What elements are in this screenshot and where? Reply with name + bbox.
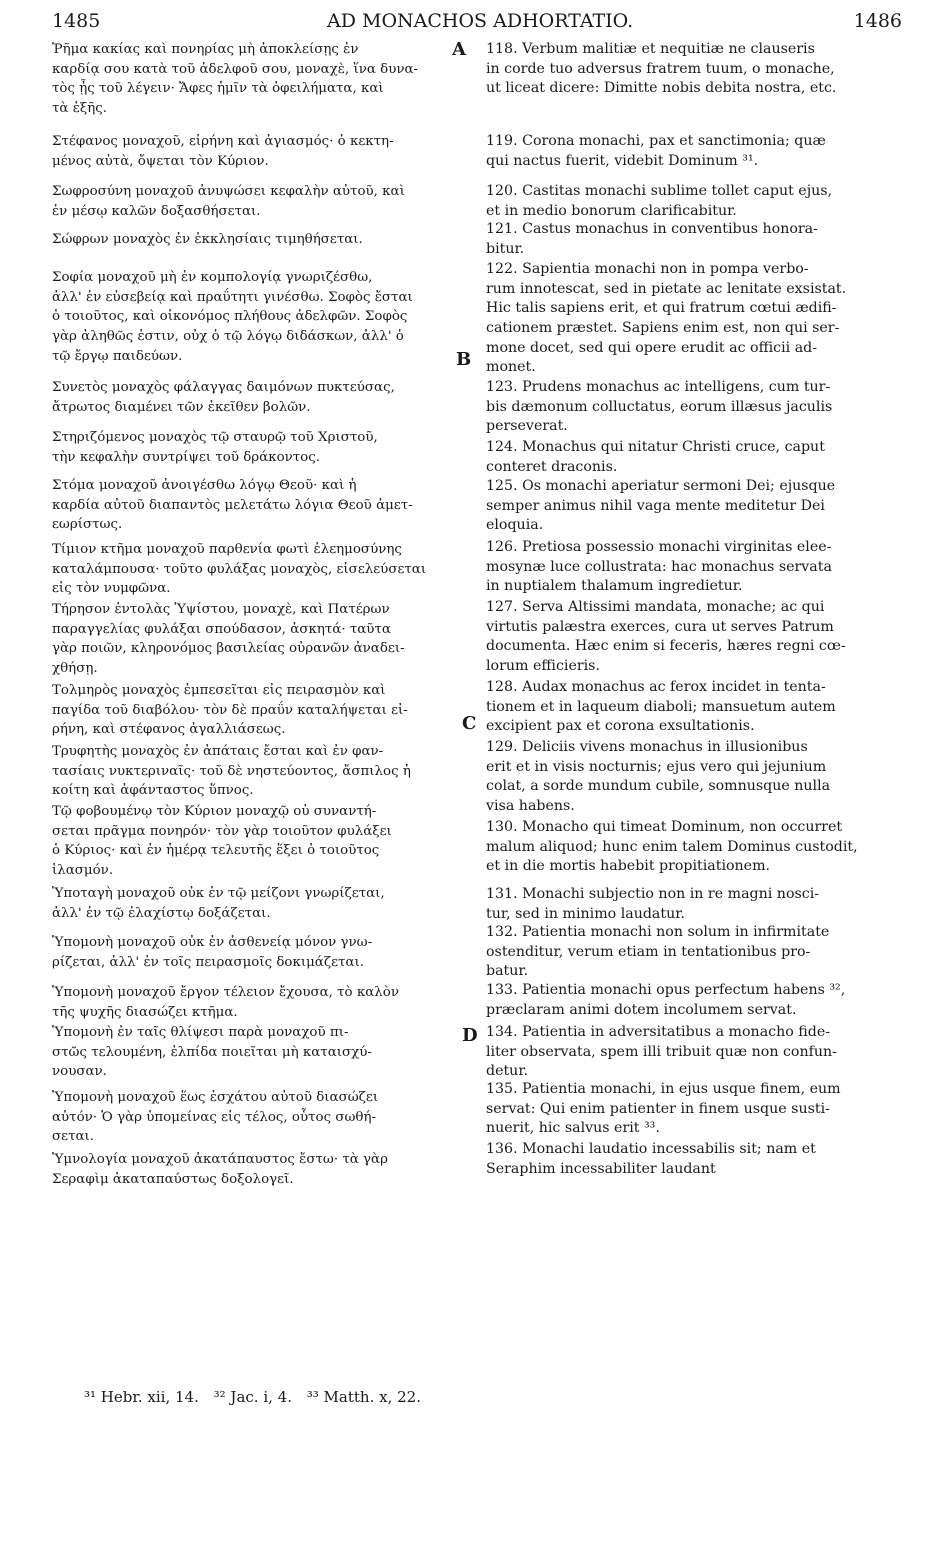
page-number-left: 1485	[52, 10, 101, 32]
paragraph	[52, 933, 470, 972]
text-line: monet.	[486, 359, 536, 376]
text-line: χθήσῃ.	[52, 661, 98, 677]
text-line: μένος αὐτὰ, ὄψεται τὸν Κύριον.	[52, 153, 269, 169]
paragraph	[486, 818, 904, 877]
text-line: Σώφρων μοναχὸς ἐν ἐκκλησίαις τιμηθήσεται.	[52, 232, 363, 247]
text-line: 134. Patientia in adversitatibus a monacho fide-	[486, 1024, 831, 1040]
text-line: 133. Patientia monachi opus perfectum habens ³²,	[486, 982, 846, 998]
text-line: mosynæ luce collustrata: hac monachus servata	[486, 558, 832, 575]
text-line: 122. Sapientia monachi non in pompa verbo-	[486, 261, 809, 277]
footnote-33: ³³ Matth. x, 22.	[306, 1388, 421, 1406]
text-line: ἀλλ' ἐν εὐσεβείᾳ καὶ πραΰτητι γινέσθω. Σοφὸς ἔσται	[52, 289, 413, 305]
text-line: καταλάμπουσα· τοῦτο φυλάξας μοναχὸς, εἰσελεύσεται	[52, 561, 427, 577]
paragraph	[52, 983, 470, 1022]
text-line: 136. Monachi laudatio incessabilis sit; nam et	[486, 1141, 816, 1157]
text-line: ρίζεται, ἀλλ' ἐν τοῖς πειρασμοῖς δοκιμάζεται.	[52, 954, 364, 970]
paragraph	[52, 742, 470, 801]
paragraph	[486, 40, 904, 99]
text-line: ἀλλ' ἐν τῷ ἐλαχίστῳ δοξάζεται.	[52, 905, 271, 921]
text-line: αὐτόν· Ὁ γὰρ ὑπομείνας εἰς τέλος, οὗτος σωθή-	[52, 1109, 377, 1125]
paragraph	[52, 884, 470, 923]
text-line: 132. Patientia monachi non solum in infirmitate	[486, 924, 830, 940]
text-line: εἰς τὸν νυμφῶνα.	[52, 581, 171, 597]
paragraph	[486, 538, 904, 597]
text-line: Στέφανος μοναχοῦ, εἰρήνη καὶ ἁγιασμός· ὁ κεκτη-	[52, 134, 394, 149]
page-number-right: 1486	[853, 10, 902, 32]
text-line: lorum efficieris.	[486, 658, 600, 675]
paragraph	[52, 540, 470, 599]
paragraph	[486, 981, 904, 1020]
text-line: Τήρησον ἐντολὰς Ὑψίστου, μοναχὲ, καὶ Πατέρων	[52, 602, 390, 617]
text-line: in nuptialem thalamum ingredietur.	[486, 578, 743, 595]
text-line: 131. Monachi subjectio non in re magni nosci-	[486, 886, 820, 902]
text-line: 124. Monachus qui nitatur Christi cruce, caput	[486, 439, 825, 455]
text-line: 123. Prudens monachus ac intelligens, cum tur-	[486, 379, 831, 395]
text-line: ἄτρωτος διαμένει τῶν ἐκεῖθεν βολῶν.	[52, 399, 311, 415]
text-line: et in die mortis habebit propitiationem.	[486, 858, 771, 875]
margin-letter-b: B	[456, 349, 472, 370]
text-line: τὸς ᾖς τοῦ λέγειν· Ἄφες ἡμῖν τὰ ὀφειλήματα, καὶ	[52, 81, 384, 97]
text-line: ὁ Κύριος· καὶ ἐν ἡμέρᾳ τελευτῆς ἕξει ὁ τοιοῦτος	[52, 843, 380, 859]
text-line: τὴν κεφαλὴν συντρίψει τοῦ δράκοντος.	[52, 449, 320, 465]
text-line: in corde tuo adversus fratrem tuum, o monache,	[486, 60, 835, 77]
text-line: virtutis palæstra exerces, cura ut serves Patrum	[486, 618, 834, 635]
text-line: ἐν μέσῳ καλῶν δοξασθήσεται.	[52, 203, 261, 219]
margin-letter-a: A	[452, 39, 466, 60]
paragraph	[52, 428, 470, 467]
text-line: Σεραφὶμ ἀκαταπαύστως δοξολογεῖ.	[52, 1171, 294, 1187]
text-line: documenta. Hæc enim si feceris, hæres regni cœ-	[486, 638, 846, 655]
text-line: Ὑπομονὴ μοναχοῦ ἕως ἐσχάτου αὐτοῦ διασώζει	[52, 1090, 379, 1105]
text-line: Τίμιον κτῆμα μοναχοῦ παρθενία φωτὶ ἐλεημοσύνης	[52, 542, 402, 557]
paragraph	[52, 476, 470, 535]
text-line: ρήνη, καὶ στέφανος ἀγαλλιάσεως.	[52, 722, 286, 738]
text-line: εωρίστως.	[52, 517, 123, 533]
text-line: ostenditur, verum etiam in tentationibus pro-	[486, 943, 811, 960]
text-line: semper animus nihil vaga mente meditetur Dei	[486, 497, 825, 514]
paragraph	[486, 738, 904, 817]
text-line: excipient pax et corona exsultationis.	[486, 718, 755, 735]
text-line: 135. Patientia monachi, in ejus usque finem, eum	[486, 1081, 841, 1097]
footnote-32: ³² Jac. i, 4.	[213, 1388, 292, 1406]
text-line: 118. Verbum malitiæ et nequitiæ ne clauseris	[486, 41, 815, 57]
text-line: Ὑπομονὴ ἐν ταῖς θλίψεσι παρὰ μοναχοῦ πι-	[52, 1025, 349, 1040]
text-line: conteret draconis.	[486, 458, 618, 475]
text-line: Ῥῆμα κακίας καὶ πονηρίας μὴ ἀποκλείσῃς ἐν	[52, 42, 359, 57]
text-line: servat: Qui enim patienter in finem usque susti-	[486, 1100, 830, 1117]
text-line: Ὑπομονὴ μοναχοῦ ἔργον τέλειον ἔχουσα, τὸ καλὸν	[52, 985, 399, 1000]
running-title: AD MONACHOS ADHORTATIO.	[327, 10, 634, 32]
text-line: præclaram animi dotem incolumem servat.	[486, 1001, 797, 1018]
footnotes	[84, 1388, 431, 1406]
text-line: σεται.	[52, 1129, 95, 1145]
paragraph	[486, 1023, 904, 1082]
text-line: mone docet, sed qui opere erudit ac officii ad-	[486, 339, 818, 356]
text-line: erit et in visis nocturnis; ejus vero qui jejunium	[486, 758, 827, 775]
paragraph	[52, 230, 470, 250]
paragraph	[52, 1023, 470, 1082]
text-line: 120. Castitas monachi sublime tollet caput ejus,	[486, 183, 833, 199]
paragraph	[486, 378, 904, 437]
text-line: batur.	[486, 963, 529, 980]
paragraph	[52, 1150, 470, 1189]
paragraph	[486, 1140, 904, 1179]
text-line: Τρυφητὴς μοναχὸς ἐν ἀπάταις ἔσται καὶ ἐν φαν-	[52, 744, 384, 759]
text-line: Ὑμνολογία μοναχοῦ ἀκατάπαυστος ἔστω· τὰ γὰρ	[52, 1152, 388, 1167]
text-line: σεται πρᾶγμα πονηρόν· τὸν γὰρ τοιοῦτον φυλάξει	[52, 823, 392, 839]
text-line: tur, sed in minimo laudatur.	[486, 905, 685, 922]
text-line: γὰρ ποιῶν, κληρονόμος βασιλείας οὐρανῶν ἀναδει-	[52, 641, 405, 657]
paragraph	[486, 1080, 904, 1139]
text-line: Σωφροσύνη μοναχοῦ ἀνυψώσει κεφαλὴν αὐτοῦ, καὶ	[52, 184, 405, 199]
paragraph	[52, 132, 470, 171]
margin-letter-d: D	[462, 1025, 478, 1046]
text-line: Στηριζόμενος μοναχὸς τῷ σταυρῷ τοῦ Χριστοῦ,	[52, 430, 378, 445]
text-line: τὰ ἑξῆς.	[52, 101, 108, 117]
paragraph	[486, 132, 904, 171]
paragraph	[486, 477, 904, 536]
text-line: Seraphim incessabiliter laudant	[486, 1160, 716, 1177]
text-line: nuerit, hic salvus erit ³³.	[486, 1120, 660, 1137]
text-line: ut liceat dicere: Dimitte nobis debita nostra, etc.	[486, 80, 837, 97]
paragraph	[52, 681, 470, 740]
text-line: liter observata, spem illi tribuit quæ non confun-	[486, 1043, 837, 1060]
paragraph	[52, 802, 470, 881]
text-line: 130. Monacho qui timeat Dominum, non occurret	[486, 819, 843, 835]
text-line: bis dæmonum colluctatus, eorum illæsus jaculis	[486, 398, 833, 415]
paragraph	[486, 438, 904, 477]
footnote-31: ³¹ Hebr. xii, 14.	[84, 1388, 199, 1406]
text-line: detur.	[486, 1063, 529, 1080]
paragraph	[486, 885, 904, 924]
text-line: Hic talis sapiens erit, et qui fratrum cœtui ædifi-	[486, 300, 837, 317]
text-line: bitur.	[486, 240, 525, 257]
paragraph	[486, 182, 904, 221]
paragraph	[52, 182, 470, 221]
paragraph	[486, 220, 904, 259]
text-line: κοίτη καὶ ἀφάνταστος ὕπνος.	[52, 783, 254, 799]
text-line: 129. Deliciis vivens monachus in illusionibus	[486, 739, 808, 755]
text-line: visa habens.	[486, 798, 575, 815]
text-line: νουσαν.	[52, 1064, 107, 1080]
text-line: ὁ τοιοῦτος, καὶ οἰκονόμος πλήθους ἀδελφῶν. Σοφὸς	[52, 309, 408, 325]
text-line: τῆς ψυχῆς διασώζει κτῆμα.	[52, 1004, 238, 1020]
text-line: colat, a sorde mundum cubile, somnusque nulla	[486, 778, 831, 795]
paragraph	[52, 1088, 470, 1147]
page-header	[52, 8, 902, 34]
paragraph	[486, 678, 904, 737]
text-line: 126. Pretiosa possessio monachi virginitas elee-	[486, 539, 832, 555]
paragraph	[52, 600, 470, 679]
paragraph	[486, 923, 904, 982]
text-line: ἱλασμόν.	[52, 863, 114, 879]
text-line: τασίαις νυκτεριναῖς· τοῦ δὲ νηστεύοντος, ἄσπιλος ἡ	[52, 763, 411, 779]
text-line: et in medio bonorum clarificabitur.	[486, 202, 737, 219]
text-line: 121. Castus monachus in conventibus honora-	[486, 221, 818, 237]
paragraph	[52, 40, 470, 119]
text-line: eloquia.	[486, 517, 544, 534]
text-line: 127. Serva Altissimi mandata, monache; ac qui	[486, 599, 825, 615]
text-line: malum aliquod; hunc enim talem Dominus custodit,	[486, 838, 858, 855]
text-line: Στόμα μοναχοῦ ἀνοιγέσθω λόγῳ Θεοῦ· καὶ ἡ	[52, 478, 357, 493]
text-line: τῷ ἔργῳ παιδεύων.	[52, 348, 183, 364]
text-line: Τῷ φοβουμένῳ τὸν Κύριον μοναχῷ οὐ συναντή-	[52, 804, 377, 819]
text-line: Συνετὸς μοναχὸς φάλαγγας δαιμόνων πυκτεύσας,	[52, 380, 395, 395]
text-line: στῶς τελουμένη, ἐλπίδα ποιεῖται μὴ καταισχύ-	[52, 1044, 372, 1060]
text-line: γὰρ ἀληθῶς ἐστιν, οὐχ ὁ τῷ λόγῳ διδάσκων, ἀλλ' ὁ	[52, 329, 404, 345]
paragraph	[52, 378, 470, 417]
text-line: cationem præstet. Sapiens enim est, non qui ser-	[486, 320, 840, 337]
text-line: καρδία αὐτοῦ διαπαντὸς μελετάτω λόγια Θεοῦ ἀμετ-	[52, 497, 413, 513]
text-line: Σοφία μοναχοῦ μὴ ἐν κομπολογίᾳ γνωριζέσθω,	[52, 270, 373, 285]
text-line: perseverat.	[486, 418, 568, 435]
text-line: καρδίᾳ σου κατὰ τοῦ ἀδελφοῦ σου, μοναχὲ, ἵνα δυνα-	[52, 61, 419, 77]
text-line: παγίδα τοῦ διαβόλου· τὸν δὲ πραΰν καταλήψεται εἰ-	[52, 702, 408, 718]
text-line: Ὑπομονὴ μοναχοῦ οὐκ ἐν ἀσθενείᾳ μόνον γνω-	[52, 935, 373, 950]
text-line: rum innotescat, sed in pietate ac lenitate exsistat.	[486, 280, 847, 297]
margin-letter-c: C	[462, 713, 477, 734]
text-line: παραγγελίας φυλάξαι σπούδασον, ἀσκητά· ταῦτα	[52, 621, 391, 637]
paragraph	[486, 260, 904, 378]
text-line: tionem et in laqueum diaboli; mansuetum autem	[486, 698, 836, 715]
paragraph	[486, 598, 904, 677]
paragraph	[52, 268, 470, 366]
text-line: Τολμηρὸς μοναχὸς ἐμπεσεῖται εἰς πειρασμὸν καὶ	[52, 683, 386, 698]
text-line: 119. Corona monachi, pax et sanctimonia; quæ	[486, 133, 826, 149]
text-line: qui nactus fuerit, videbit Dominum ³¹.	[486, 152, 759, 169]
text-line: 128. Audax monachus ac ferox incidet in tenta-	[486, 679, 826, 695]
text-line: 125. Os monachi aperiatur sermoni Dei; ejusque	[486, 478, 836, 494]
text-line: Ὑποταγὴ μοναχοῦ οὐκ ἐν τῷ μείζονι γνωρίζεται,	[52, 886, 385, 901]
